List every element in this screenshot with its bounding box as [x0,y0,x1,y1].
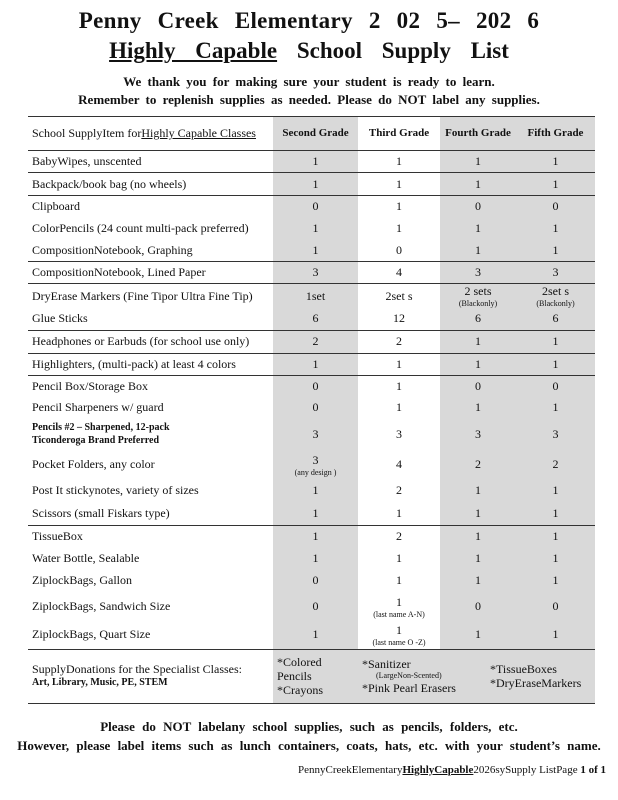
grade-3-qty: 2 [358,479,440,502]
header-second-grade: Second Grade [273,117,358,151]
grade-2-qty: 1 [273,525,358,547]
grade-5-qty: 1 [516,330,595,353]
item-name: Pencils #2 – Sharpened, 12-pack Ticonderoga Brand Preferred [32,422,170,446]
grade-5-qty: 1 [516,569,595,592]
table-row [28,592,595,621]
table-row [28,173,595,196]
table-row [28,525,595,547]
grade-3-qty: 12 [358,308,440,330]
grade-3-qty: 1 (last name A-N) [358,592,440,621]
supply-table [28,116,595,704]
table-row [28,240,595,262]
grade-4-qty: 2 [440,450,516,479]
table-row [28,196,595,218]
table-row [28,569,595,592]
grade-4-qty: 1 [440,218,516,240]
table-row [28,547,595,569]
table-row [28,621,595,649]
grade-2-qty: 1set [273,284,358,309]
donations-row [28,649,595,703]
intro-line-2: Remember to replenish supplies as needed. Please do NOT label any supplies. [78,92,540,107]
table-row [28,502,595,525]
item-name: Pencil Sharpeners w/ guard [32,400,164,414]
item-name: BabyWipes, unscented [28,151,273,173]
grade-4-qty: 1 [440,330,516,353]
grade-2-qty: 1 [273,621,358,649]
grade-4-qty: 1 [440,240,516,262]
grade-2-qty: 3 [273,418,358,450]
grade-5-qty: 1 [516,353,595,375]
grade-5-qty: 1 [516,218,595,240]
header-third-grade: Third Grade [358,117,440,151]
item-name: Glue Sticks [32,311,88,326]
grade-2-qty: 1 [273,218,358,240]
grade-5-qty: 3 [516,418,595,450]
grade-4-qty: 1 [440,353,516,375]
grade-3-qty: 0 [358,240,440,262]
grade-3-qty: 1 [358,173,440,196]
grade-5-qty: 2 [516,450,595,479]
item-name: Highlighters, (multi-pack) at least 4 colors [28,353,273,375]
grade-3-qty: 1 [358,353,440,375]
item-name: ZiplockBags, Quart Size [32,627,151,642]
donations-col-2: *Sanitizer (LargeNon-Scented) *Pink Pearl Erasers [358,649,516,703]
grade-3-qty: 3 [358,418,440,450]
grade-3-qty: 2 [358,525,440,547]
grade-4-qty: 3 [440,418,516,450]
grade-5-qty: 3 [516,262,595,284]
grade-2-qty: 1 [273,240,358,262]
item-name: ZiplockBags, Gallon [32,573,132,587]
table-header-row [28,117,595,151]
grade-4-qty: 1 [440,479,516,502]
table-row [28,375,595,397]
header-fifth-grade: Fifth Grade [516,117,595,151]
grade-5-qty: 0 [516,592,595,621]
grade-3-qty: 1 [358,151,440,173]
grade-2-qty: 1 [273,479,358,502]
grade-3-qty: 1 [358,218,440,240]
grade-2-qty: 1 [273,547,358,569]
grade-2-qty: 0 [273,397,358,418]
grade-2-qty: 3 [273,262,358,284]
grade-4-qty: 0 [440,592,516,621]
grade-3-qty: 1 [358,569,440,592]
table-row [28,397,595,418]
grade-5-qty: 1 [516,547,595,569]
grade-5-qty: 2set s (Blackonly) [516,284,595,309]
grade-3-qty: 1 [358,397,440,418]
grade-4-qty: 1 [440,151,516,173]
grade-2-qty: 0 [273,196,358,218]
footer-line-2: However, please label items such as lunch containers, coats, hats, etc. with your student’s name. [17,738,601,753]
grade-4-qty: 2 sets (Blackonly) [440,284,516,309]
grade-2-qty: 1 [273,173,358,196]
grade-2-qty: 2 [273,330,358,353]
grade-3-qty: 4 [358,450,440,479]
grade-2-qty: 1 [273,353,358,375]
item-name: Clipboard [28,196,273,218]
grade-4-qty: 1 [440,621,516,649]
item-name: Post It stickynotes, variety of sizes [32,483,199,497]
intro-line-1: We thank you for making sure your student is ready to learn. [123,74,495,89]
grade-5-qty: 1 [516,397,595,418]
grade-2-qty: 1 [273,151,358,173]
header-item: School SupplyItem forHighly Capable Classes [28,117,273,151]
grade-3-qty: 1 [358,502,440,525]
grade-4-qty: 1 [440,525,516,547]
grade-5-qty: 6 [516,308,595,330]
grade-3-qty: 1 [358,547,440,569]
table-row [28,284,595,309]
item-name: CompositionNotebook, Graphing [32,242,193,257]
grade-5-qty: 1 [516,621,595,649]
title-supply-list: School Supply List [296,38,509,63]
grade-5-qty: 1 [516,502,595,525]
grade-4-qty: 3 [440,262,516,284]
grade-5-qty: 1 [516,525,595,547]
grade-5-qty: 1 [516,479,595,502]
grade-5-qty: 1 [516,173,595,196]
grade-5-qty: 1 [516,240,595,262]
grade-2-qty: 1 [273,502,358,525]
donations-col-3: *TissueBoxes *DryEraseMarkers [516,649,595,703]
grade-3-qty: 2 [358,330,440,353]
item-name: ZiplockBags, Sandwich Size [32,599,171,613]
grade-3-qty: 4 [358,262,440,284]
grade-4-qty: 1 [440,547,516,569]
item-name: TissueBox [28,525,273,547]
item-name: Scissors (small Fiskars type) [32,505,170,520]
donations-col-1: *Colored Pencils *Crayons [273,649,358,703]
table-row [28,262,595,284]
table-row [28,418,595,450]
item-name: Pencil Box/Storage Box [28,375,273,397]
table-row [28,450,595,479]
grade-5-qty: 1 [516,151,595,173]
grade-3-qty: 1 [358,196,440,218]
table-row [28,151,595,173]
grade-4-qty: 1 [440,397,516,418]
grade-2-qty: 0 [273,375,358,397]
item-name: Headphones or Earbuds (for school use only) [28,330,273,353]
grade-3-qty: 2set s [358,284,440,309]
donations-label: SupplyDonations for the Specialist Classes: Art, Library, Music, PE, STEM [28,649,273,703]
grade-4-qty: 1 [440,569,516,592]
item-name: DryErase Markers (Fine Tipor Ultra Fine Tip) [28,284,273,309]
item-name: ColorPencils (24 count multi-pack preferred) [32,221,249,235]
table-row [28,218,595,240]
title-line-1: Penny Creek Elementary 2 02 5– 202 6 [78,8,540,33]
grade-4-qty: 1 [440,502,516,525]
title-line-2 [0,38,618,64]
table-row [28,353,595,375]
footer-page-info: PennyCreekElementaryHighlyCapable2026sySupply ListPage 1 of 1 [298,764,606,776]
table-row [28,330,595,353]
item-name: Backpack/book bag (no wheels) [28,173,273,196]
grade-3-qty: 1 [358,375,440,397]
grade-4-qty: 1 [440,173,516,196]
header-fourth-grade: Fourth Grade [440,117,516,151]
table-row [28,479,595,502]
grade-2-qty: 3 (any design ) [273,450,358,479]
item-name: CompositionNotebook, Lined Paper [28,262,273,284]
grade-2-qty: 0 [273,592,358,621]
grade-4-qty: 0 [440,375,516,397]
footer-line-1: Please do NOT labelany school supplies, such as pencils, folders, etc. [100,719,518,734]
grade-5-qty: 0 [516,375,595,397]
title-highly-capable: Highly Capable [109,38,278,63]
item-name: Water Bottle, Sealable [32,550,140,565]
grade-2-qty: 0 [273,569,358,592]
grade-4-qty: 0 [440,196,516,218]
grade-4-qty: 6 [440,308,516,330]
grade-5-qty: 0 [516,196,595,218]
table-row [28,308,595,330]
grade-3-qty: 1 (last name O -Z) [358,621,440,649]
grade-2-qty: 6 [273,308,358,330]
item-name: Pocket Folders, any color [32,457,155,471]
